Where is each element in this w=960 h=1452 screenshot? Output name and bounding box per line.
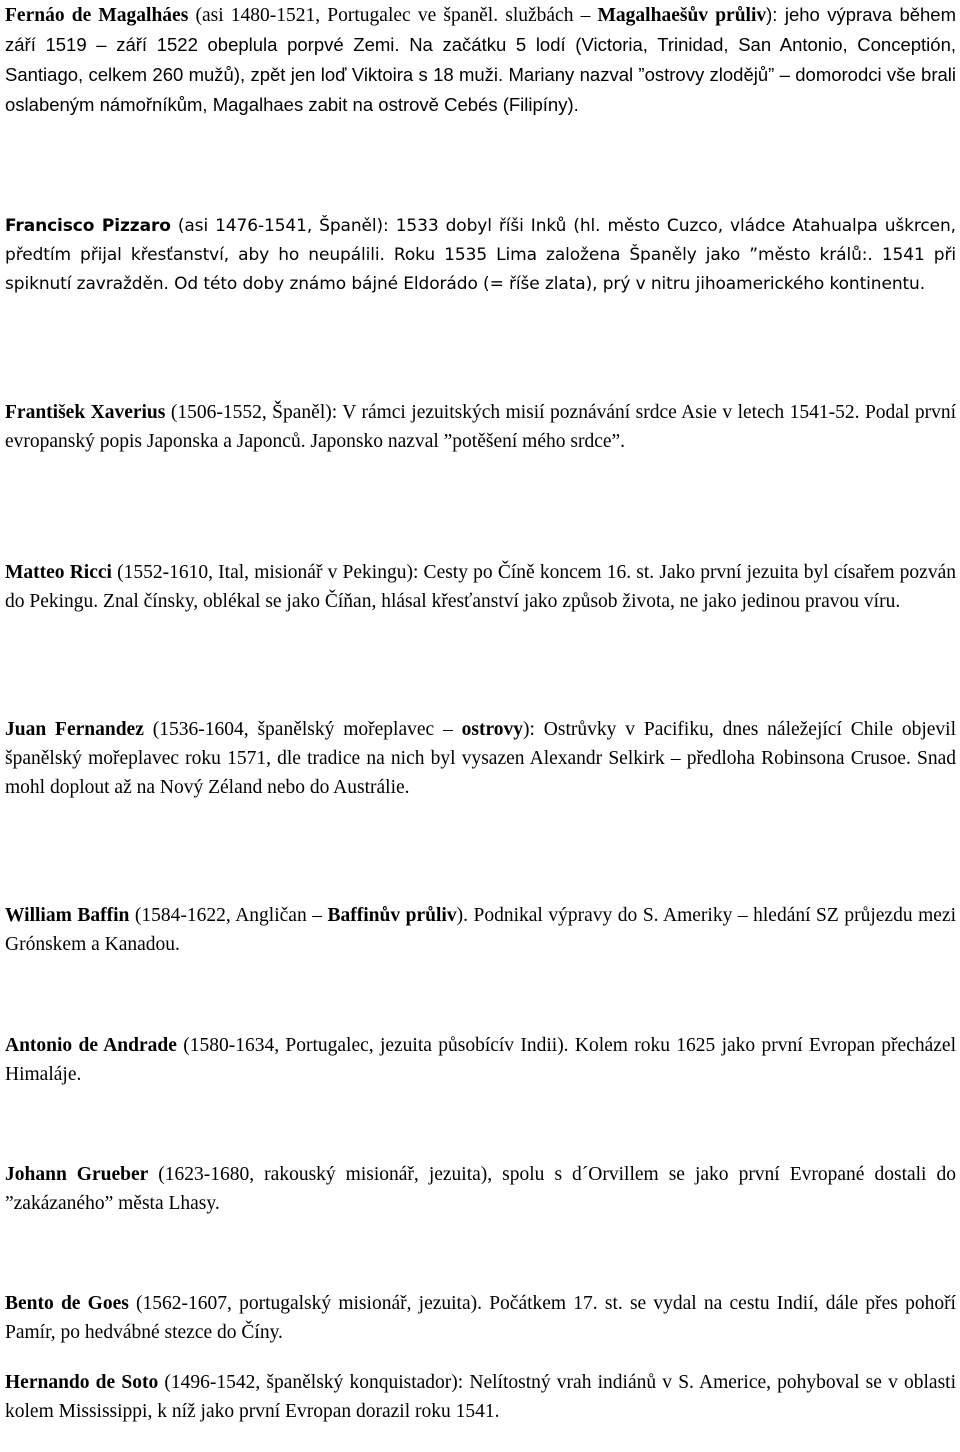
entry-baffin bbox=[5, 901, 956, 959]
entry-magalhaes bbox=[5, 0, 956, 120]
entry-text: (1506-1552, Španěl): V rámci jezuitských misií poznávání srdce Asie v letech 1541-52. Podal první evropanský popis Japonska a Japonců. Japonsko nazval ”potěšení mého srdce”. bbox=[5, 402, 956, 452]
entry-name: Fernáo de Magalháes bbox=[5, 5, 189, 26]
entry-bold-term: ostrovy bbox=[461, 719, 524, 740]
entry-pizzaro bbox=[5, 212, 956, 299]
entry-xaverius bbox=[5, 398, 956, 456]
entry-soto bbox=[5, 1368, 956, 1426]
entry-andrade bbox=[5, 1031, 956, 1089]
entry-name: Juan Fernandez bbox=[5, 719, 144, 740]
entry-bold-term: Magalhaešův průliv bbox=[597, 5, 767, 26]
entry-text: ). Podnikal výpravy do S. Ameriky – hledání SZ průjezdu mezi Grónskem a Kanadou. bbox=[5, 905, 956, 955]
entry-name: Antonio de Andrade bbox=[5, 1035, 177, 1056]
entry-name: Francisco Pizzaro bbox=[5, 216, 171, 236]
entry-text: (1536-1604, španělský mořeplavec – bbox=[143, 719, 462, 740]
entry-text: (asi 1476-1541, Španěl): 1533 dobyl říši Inků (hl. město Cuzco, vládce Atahualpa uškrcen, předtím přijal křesťanství, aby ho neupálili. Roku 1535 Lima založena Španěly jako ”město králů:. 1541 při spiknutí zavražděn. Od této doby známo bájné Eldorádo (= říše zlata), prý v nitru jihoamerického kontinentu. bbox=[5, 216, 956, 294]
entry-text: (1496-1542, španělský konquistador): Nelítostný vrah indiánů v S. Americe, pohyboval se v oblasti kolem Mississippi, k níž jako první Evropan dorazil roku 1541. bbox=[5, 1372, 956, 1422]
entry-name: Bento de Goes bbox=[5, 1293, 129, 1314]
entry-bold-term: Baffinův průliv bbox=[327, 905, 457, 926]
entry-name: Johann Grueber bbox=[5, 1164, 149, 1185]
entry-text: (1580-1634, Portugalec, jezuita působícív Indii). Kolem roku 1625 jako první Evropan přecházel Himaláje. bbox=[5, 1035, 956, 1085]
entry-text: (asi 1480-1521, Portugalec ve španěl. službách – bbox=[188, 5, 598, 26]
entry-name: William Baffin bbox=[5, 905, 130, 926]
entry-text: (1584-1622, Angličan – bbox=[129, 905, 328, 926]
entry-goes bbox=[5, 1289, 956, 1347]
entry-text: ): jeho výprava během září 1519 – září 1522 obeplula porpvé Zemi. Na začátku 5 lodí (Victoria, Trinidad, San Antonio, Conceptión, Santiago, celkem 260 mužů), zpět jen loď Viktoira s 18 muži. Mariany nazval ”ostrovy zlodějů” – domorodci vše brali oslabeným námořníkům, Magalhaes zabit na ostrově Cebés (Filipíny). bbox=[5, 4, 957, 115]
entry-fernandez bbox=[5, 715, 956, 802]
entry-text: ): Ostrůvky v Pacifiku, dnes náležející Chile objevil španělský mořeplavec roku 1571, dle tradice na nich byl vysazen Alexandr Selkirk – předloha Robinsona Crusoe. Snad mohl doplout až na Nový Zéland nebo do Austrálie. bbox=[5, 719, 956, 798]
entry-grueber bbox=[5, 1160, 956, 1218]
entry-text: (1552-1610, Ital, misionář v Pekingu): Cesty po Číně koncem 16. st. Jako první jezuita byl císařem pozván do Pekingu. Znal čínsky, oblékal se jako Číňan, hlásal křesťanství jako způsob života, ne jako jedinou pravou víru. bbox=[5, 562, 956, 612]
entry-name: Hernando de Soto bbox=[5, 1372, 159, 1393]
entry-name: František Xaverius bbox=[5, 402, 166, 423]
entry-text: (1562-1607, portugalský misionář, jezuita). Počátkem 17. st. se vydal na cestu Indií, dále přes pohoří Pamír, po hedvábné stezce do Číny. bbox=[5, 1293, 956, 1343]
entry-name: Matteo Ricci bbox=[5, 562, 112, 583]
entry-ricci bbox=[5, 558, 956, 616]
entry-text: (1623-1680, rakouský misionář, jezuita), spolu s d´Orvillem se jako první Evropané dostali do ”zakázaného” města Lhasy. bbox=[5, 1164, 956, 1214]
